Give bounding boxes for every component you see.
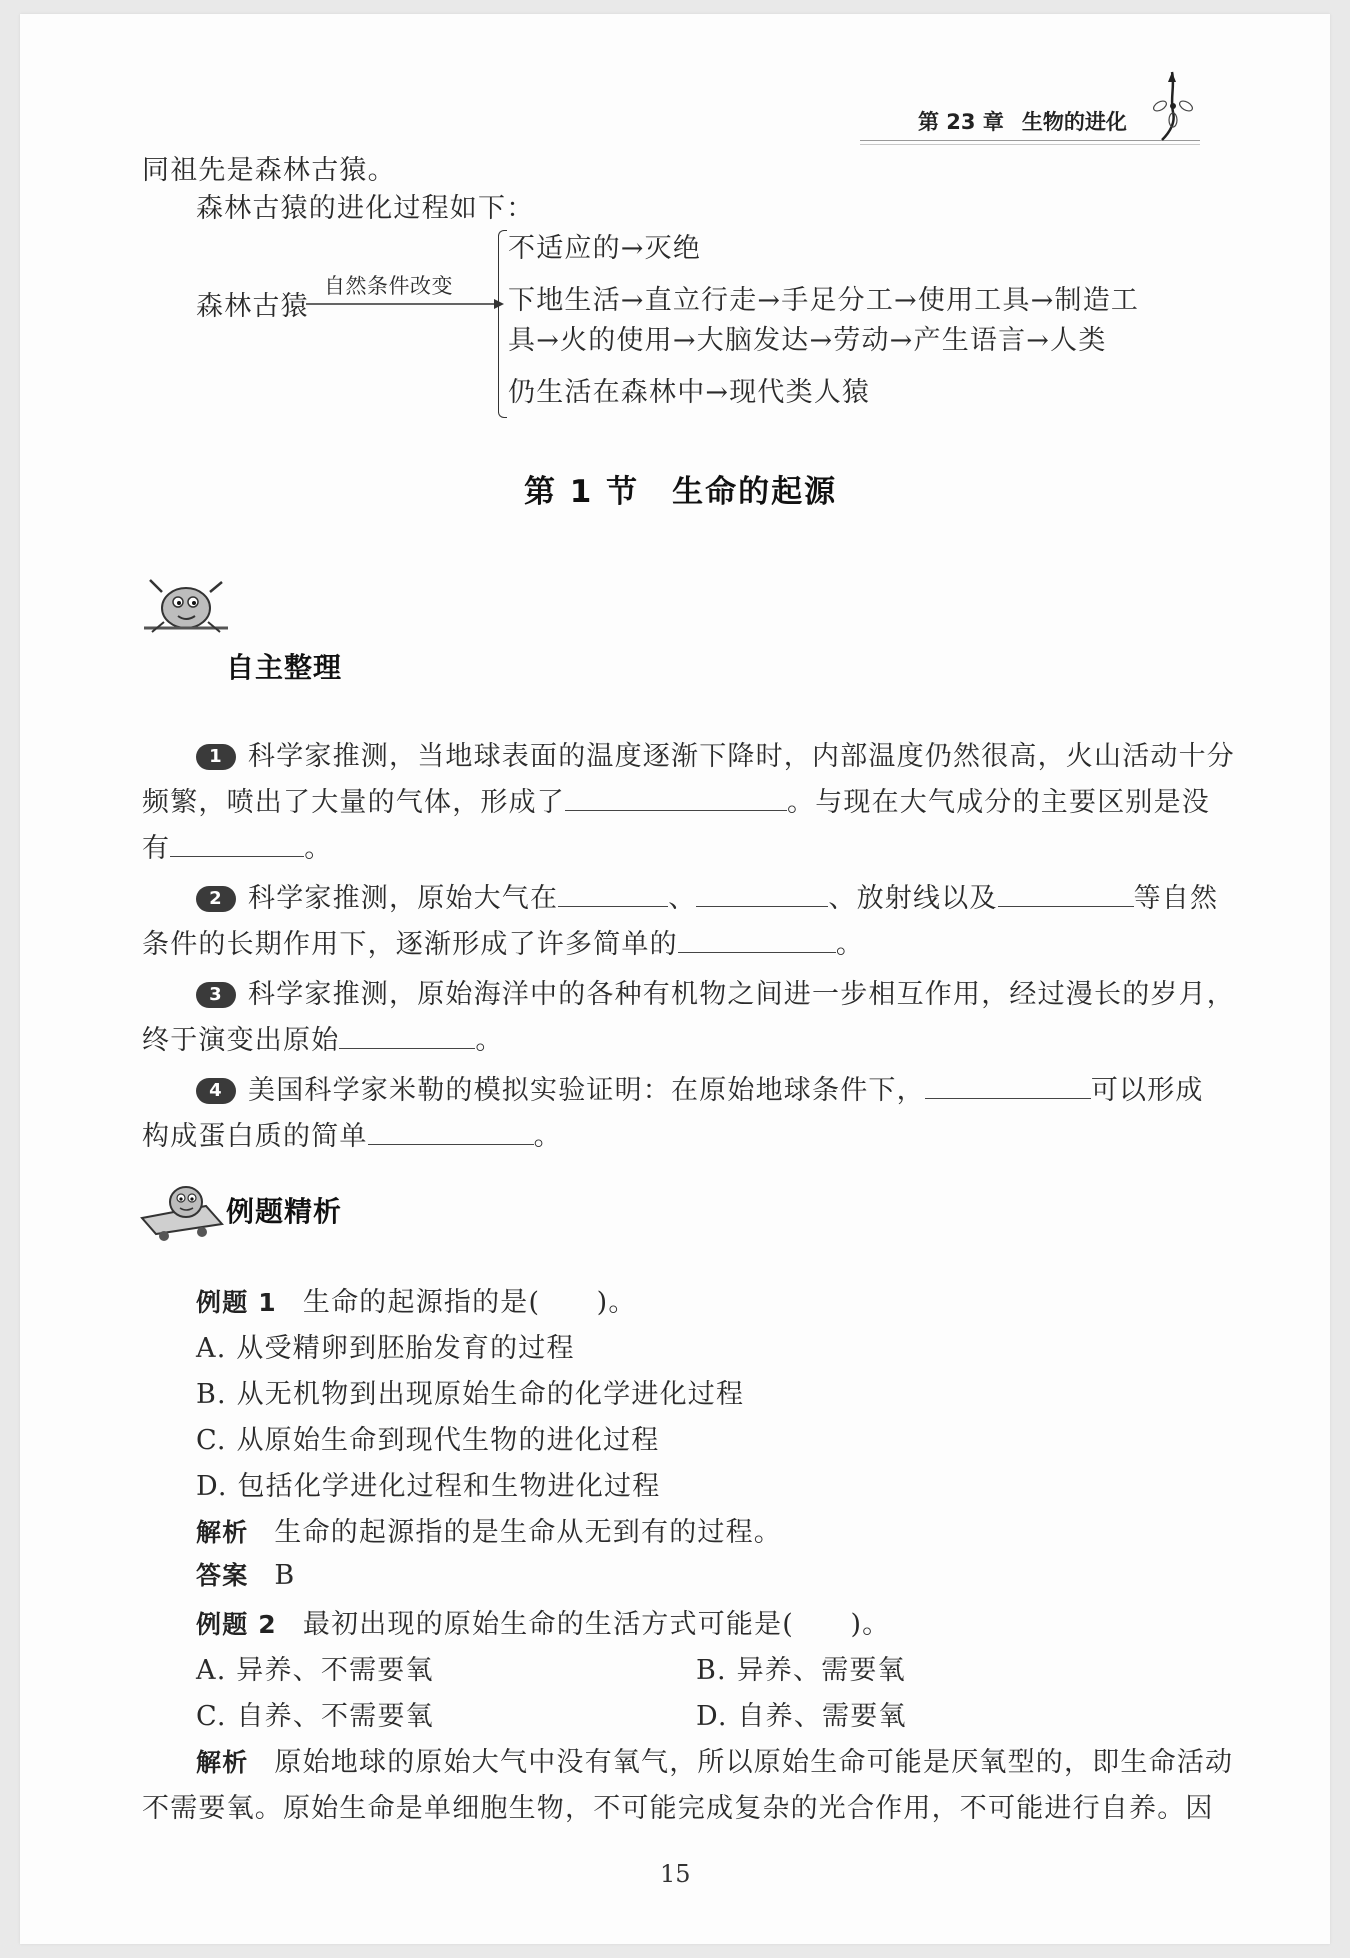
self-study-item-2: 2 科学家推测，原始大气在 、 、放射线以及 等自然: [196, 876, 1218, 915]
answer-blank[interactable]: [368, 1122, 534, 1145]
evolution-branch-2-line-1: 下地生活→直立行走→手足分工→使用工具→制造工: [508, 285, 1140, 316]
evolution-source: 森林古猿: [196, 291, 309, 322]
example-2-option-b: B. 异养、需要氧: [696, 1655, 906, 1686]
self-study-item-1: 1 科学家推测，当地球表面的温度逐渐下降时，内部温度仍然很高，火山活动十分: [196, 734, 1235, 773]
self-study-item-3: 3 科学家推测，原始海洋中的各种有机物之间进一步相互作用，经过漫长的岁月，: [196, 972, 1235, 1011]
item-number-1: 1: [196, 744, 236, 770]
answer-blank[interactable]: [998, 884, 1134, 907]
chapter-title: 生物的进化: [1021, 110, 1127, 134]
evolution-branch-1: 不适应的→灭绝: [508, 233, 702, 264]
example-1-option-b: B. 从无机物到出现原始生命的化学进化过程: [196, 1379, 745, 1410]
example-2-option-d: D. 自养、需要氧: [696, 1701, 907, 1732]
floral-ornament-icon: [1148, 68, 1198, 144]
header-rule-secondary: [860, 144, 1200, 145]
self-study-item-4: 4 美国科学家米勒的模拟实验证明：在原始地球条件下， 可以形成: [196, 1068, 1204, 1107]
item-number-4: 4: [196, 1078, 236, 1104]
self-study-mascot-icon: [138, 572, 228, 636]
answer-blank[interactable]: [339, 1026, 475, 1049]
example-2-question: 例题 2 最初出现的原始生命的生活方式可能是( )。: [196, 1609, 891, 1640]
answer-blank[interactable]: [558, 884, 668, 907]
example-1-option-d: D. 包括化学进化过程和生物进化过程: [196, 1471, 661, 1502]
example-2-option-c: C. 自养、不需要氧: [196, 1701, 434, 1732]
running-header: [918, 106, 1127, 136]
example-2-analysis-cont: 不需要氧。原始生命是单细胞生物，不可能完成复杂的光合作用，不可能进行自养。因: [142, 1793, 1214, 1824]
example-1-answer: 答案 B: [196, 1560, 296, 1591]
branch-brace: [498, 230, 507, 418]
page-number: 15: [660, 1860, 691, 1888]
example-2-option-a: A. 异养、不需要氧: [196, 1655, 434, 1686]
item-number-2: 2: [196, 886, 236, 912]
example-1-analysis: 解析 生命的起源指的是生命从无到有的过程。: [196, 1517, 783, 1548]
textbook-page: 第 23 章 生物的进化 同祖先是森林古猿。 森林古猿的进化过程如下： 森林古猿 自然条件改变 不适应的→灭绝 下地生活→直立行走→手足分工→使用工具→制造工 具→火的使用→大脑发达→劳动→产生语言→人类 仍生活在森林中→现代类人猿 第 1 节 生命的起源 自主整理 1 科学家推测，当地球表面的温度逐渐下降时，内部温度仍然很高，火山活动十分 频繁，喷出了大量的气体，形成了 。与现在大气成分的主要区别是没 有 。 2 科学家推测，原始大气在 、 、放射线以及 等自然 条件的长期作用下，逐渐形成了许多简单的 。 3 科学家推测，原始海洋中的各种有机物之间进一步相互作用，经过漫长的岁月， 终于演变出原始 。 4 美国科学家米勒的模拟实验证明：在原始地球条件下， 可以形成 构成蛋白质的简单 。 例题精析 例题 1 生命的起源指的是( )。 A. 从受精卵到胚胎发育的过程 B. 从无机物到出现原始生命的化学进化过程 C. 从原始生命到现代生物的进化过程 D. 包括化学进化过程和生物进化过程 解析 生命的起源指的是生命从无到有的过程。 答案 B 例题 2 最初出现的原始生命的生活方式可能是( )。 A. 异养、不需要氧 B. 异养、需要氧 C. 自养、不需要氧 D. 自养、需要氧 解析 原始地球的原始大气中没有氧气，所以原始生命可能是厌氧型的，即生命活动 不需要氧。原始生命是单细胞生物，不可能完成复杂的光合作用，不可能进行自养。因 15: [20, 14, 1330, 1944]
section-title: 第 1 节 生命的起源: [524, 474, 838, 510]
example-1-label: 例题 1: [196, 1288, 277, 1317]
answer-blank[interactable]: [170, 834, 304, 857]
answer-blank[interactable]: [678, 930, 836, 953]
condition-arrow-icon: [306, 298, 506, 310]
intro-line-2: 森林古猿的进化过程如下：: [196, 193, 535, 224]
evolution-condition: 自然条件改变: [324, 274, 453, 298]
answer-blank[interactable]: [696, 884, 828, 907]
example-1-option-c: C. 从原始生命到现代生物的进化过程: [196, 1425, 660, 1456]
examples-title: 例题精析: [226, 1195, 343, 1228]
self-study-title: 自主整理: [226, 651, 343, 684]
evolution-branch-2-line-2: 具→火的使用→大脑发达→劳动→产生语言→人类: [508, 325, 1107, 356]
examples-mascot-icon: [136, 1176, 228, 1242]
answer-blank[interactable]: [565, 788, 787, 811]
chapter-number: 第 23 章: [918, 110, 1004, 134]
evolution-branch-3: 仍生活在森林中→现代类人猿: [508, 377, 871, 408]
example-1-option-a: A. 从受精卵到胚胎发育的过程: [196, 1333, 575, 1364]
example-2-analysis: 解析 原始地球的原始大气中没有氧气，所以原始生命可能是厌氧型的，即生命活动: [196, 1747, 1234, 1778]
example-2-label: 例题 2: [196, 1610, 277, 1639]
item-number-3: 3: [196, 982, 236, 1008]
answer-blank[interactable]: [925, 1076, 1091, 1099]
example-1-question: 例题 1 生命的起源指的是( )。: [196, 1287, 637, 1318]
intro-line-1: 同祖先是森林古猿。: [142, 155, 396, 186]
